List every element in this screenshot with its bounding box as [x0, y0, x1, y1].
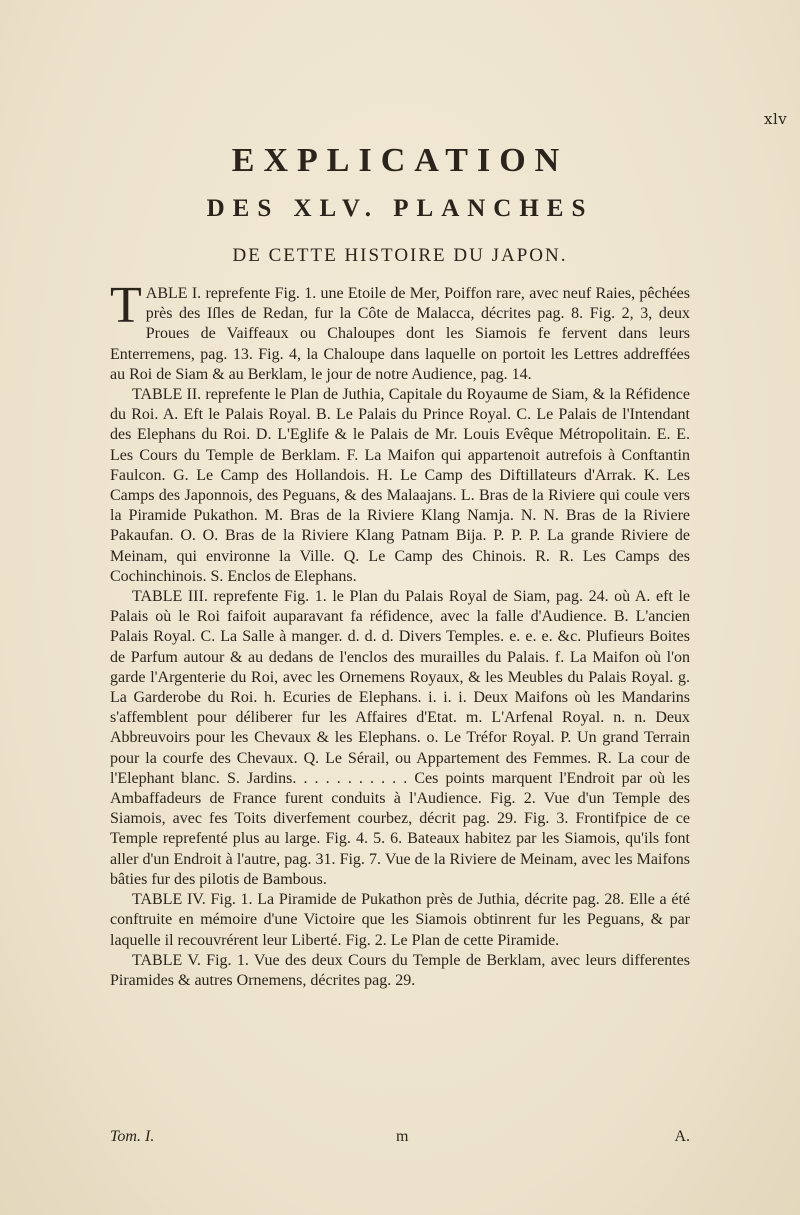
page-number: xlv: [764, 110, 788, 128]
catchword: A.: [674, 1128, 690, 1145]
body-text: [110, 277, 690, 991]
volume-label: Tom. I.: [110, 1128, 155, 1145]
paragraph-text: ABLE I. reprefente Fig. 1. une Etoile de Mer, Poiffon rare, avec neuf Raies, pêchées près des Iſles de Redan, fur la Côte de Malacca, décrites pag. 8. Fig. 2, 3, deux Proues de Vaiffeaux ou Chaloupes dont les Siamois fe fervent dans leurs Enterremens, pag. 13. Fig. 4, la Chaloupe dans laquelle on portoit les Lettres addreffées au Roi de Siam & au Berklam, le jour de notre Audience, pag. 14.: [110, 285, 690, 383]
title-line-1: EXPLICATION: [231, 142, 569, 179]
paragraph-table-1: [110, 277, 690, 385]
paragraph-table-4: TABLE IV. Fig. 1. La Piramide de Pukathon près de Juthia, décrite pag. 28. Elle a été conftruite en mémoire d'une Victoire que les Siamois obtinrent fur les Peguans, & par laquelle il recouvrérent leur Liberté. Fig. 2. Le Plan de cette Piramide.: [110, 891, 690, 949]
title-line-2: DES XLV. PLANCHES: [206, 195, 594, 222]
paragraph-table-3: TABLE III. reprefente Fig. 1. le Plan du Palais Royal de Siam, pag. 24. où A. eft le Palais où le Roi faifoit auparavant fa réfidence, avec la falle d'Audience. B. L'ancien Palais Royal. C. La Salle à manger. d. d. d. Divers Temples. e. e. e. &c. Plufieurs Boites de Parfum autour & au dedans de l'enclos des murailles du Palais. f. La Maifon où l'on garde l'Argenterie du Roi, avec les Ornemens Royaux, & les Meubles du Palais Royal. g. La Garderobe du Roi. h. Ecuries de Elephans. i. i. i. Deux Maifons où les Mandarins s'affemblent pour déliberer fur les Affaires d'Etat. m. L'Arfenal Royal. n. n. Deux Abbreuvoirs pour les Chevaux & les Elephans. o. Le Tréfor Royal. P. Un grand Terrain pour la courfe des Chevaux. Q. Le Sérail, ou Appartement des Femmes. R. La cour de l'Elephant blanc. S. Jardins. . . . . . . . . . . Ces points marquent l'Endroit par où les Ambaffadeurs de France furent conduits à l'Audience. Fig. 2. Vue d'un Temple des Siamois, avec fes Toits diverfement courbez, décrit pag. 29. Fig. 3. Frontifpice de ce Temple reprefenté plus au large. Fig. 4. 5. 6. Bateaux habitez par les Siamois, qu'ils font aller d'un Endroit à l'autre, pag. 31. Fig. 7. Vue de la Riviere de Meinam, avec les Maifons bâties fur des pilotis de Bambous.: [110, 588, 690, 888]
page-footer: [110, 1128, 690, 1148]
paragraph-table-2: TABLE II. reprefente le Plan de Juthia, Capitale du Royaume de Siam, & la Réfidence du Roi. A. Eft le Palais Royal. B. Le Palais du Prince Royal. C. Le Palais de l'Intendant des Elephans du Roi. D. L'Eglife & le Palais de Mr. Louis Evêque Métropolitain. E. E. Les Cours du Temple de Berklam. F. La Maifon qui appartenoit autrefois à Conftantin Faulcon. G. Le Camp des Hollandois. H. Le Camp des Diftillateurs d'Arrak. K. Les Camps des Japonnois, des Peguans, & des Malaajans. L. Bras de la Riviere qui coule vers la Piramide Pukathon. M. Bras de la Riviere Klang Namja. N. N. Bras de la Riviere Pakaufan. O. O. Bras de la Riviere Klang Patnam Bija. P. P. P. La grande Riviere de Meinam, qui environne la Ville. Q. Le Camp des Chinois. R. R. Les Camps des Cochinchinois. S. Enclos de Elephans.: [110, 386, 690, 585]
paragraph-table-5: TABLE V. Fig. 1. Vue des deux Cours du Temple de Berklam, avec leurs differentes Piramides & autres Ornemens, décrites pag. 29.: [110, 951, 690, 989]
title-line-3: DE CETTE HISTOIRE DU JAPON.: [232, 245, 568, 266]
drop-cap: T: [110, 277, 142, 334]
signature-mark: m: [396, 1128, 409, 1145]
